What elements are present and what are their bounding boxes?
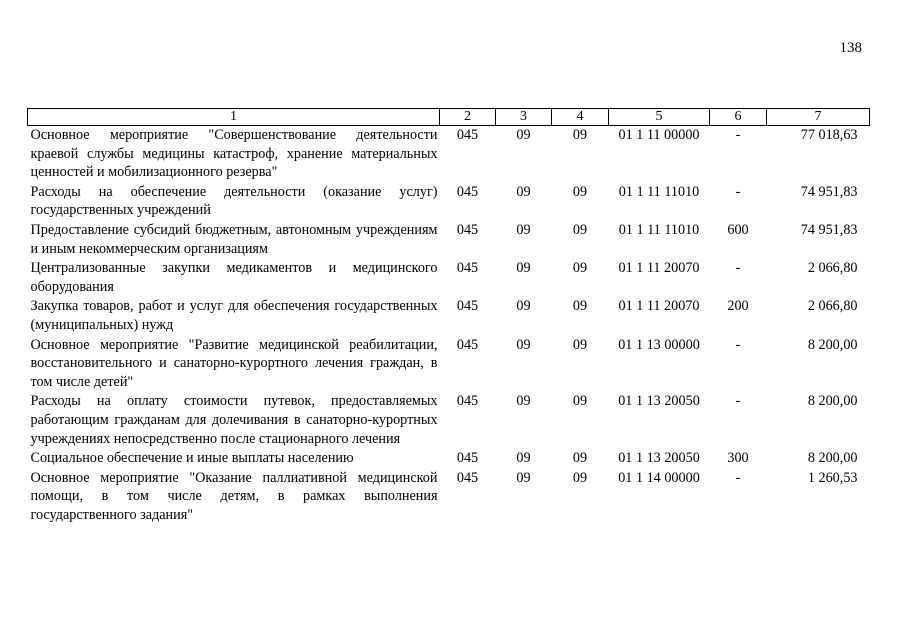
column-header: 3 [496,109,552,126]
row-section-code: 09 [516,298,531,315]
row-subsection-code: 09 [572,183,588,200]
row-ministry-code: 045 [456,393,479,410]
column-header: 1 [28,109,440,126]
column-header: 7 [767,109,870,126]
row-subsection-code: 09 [572,127,588,143]
row-target-code: 01 1 11 00000 [618,127,700,143]
row-name: Социальное обеспечение и иные выплаты населению [30,450,354,467]
budget-table [27,108,870,525]
row-section-code: 09 [516,469,531,486]
row-name: Расходы на оплату стоимости путевок, предоставляемых работающим гражданам для долечивания в санаторно-курортных учреждениях непосредственно после стационарного лечения [30,393,438,447]
row-expense-type: - [735,393,741,410]
row-section-code: 09 [516,393,531,410]
row-amount: 8 200,00 [807,336,858,353]
row-amount: 2 066,80 [807,260,858,277]
row-ministry-code: 045 [456,450,479,467]
row-expense-type: - [735,469,741,486]
row-amount: 8 200,00 [807,393,858,410]
row-subsection-code: 09 [572,393,588,410]
row-target-code: 01 1 13 20050 [618,393,700,410]
row-target-code: 01 1 11 20070 [618,298,700,315]
row-name: Предоставление субсидий бюджетным, автономным учреждениям и иным некоммерческим организациям [30,221,438,257]
row-section-code: 09 [516,450,531,467]
row-name: Расходы на обеспечение деятельности (оказание услуг) государственных учреждений [30,183,438,219]
row-expense-type: - [735,183,741,200]
row-name: Основное мероприятие "Совершенствование деятельности краевой службы медицины катастроф, хранение материальных ценностей и мобилизационного резерва" [30,127,438,181]
table-row [28,126,870,183]
row-section-code: 09 [516,183,531,200]
row-ministry-code: 045 [456,260,479,277]
row-subsection-code: 09 [572,298,588,315]
row-target-code: 01 1 14 00000 [618,469,700,486]
row-section-code: 09 [516,127,531,143]
row-expense-type: 600 [727,221,749,238]
row-target-code: 01 1 13 20050 [618,450,700,467]
row-amount: 2 066,80 [807,298,858,315]
row-expense-type: 300 [727,450,749,467]
row-section-code: 09 [516,336,531,353]
row-target-code: 01 1 11 11010 [618,183,700,200]
row-expense-type: - [735,336,741,353]
table-row [28,392,870,449]
row-section-code: 09 [516,221,531,238]
row-subsection-code: 09 [572,469,588,486]
row-subsection-code: 09 [572,260,588,277]
row-subsection-code: 09 [572,221,588,238]
table-row [28,336,870,393]
row-ministry-code: 045 [456,298,479,315]
column-header: 6 [710,109,767,126]
row-ministry-code: 045 [456,221,479,238]
row-expense-type: - [735,127,741,143]
row-expense-type: - [735,260,741,277]
row-target-code: 01 1 11 11010 [618,221,700,238]
table-row [28,449,870,469]
row-ministry-code: 045 [456,336,479,353]
row-name: Основное мероприятие "Оказание паллиативной медицинской помощи, в том числе детям, в рамках выполнения государственного задания" [30,469,438,523]
row-subsection-code: 09 [572,336,588,353]
table-row [28,297,870,335]
row-amount: 1 260,53 [807,469,858,486]
row-amount: 74 951,83 [800,183,858,200]
row-name: Основное мероприятие "Развитие медицинской реабилитации, восстановительного и санаторно-курортного лечения граждан, в том числе детей" [30,336,438,390]
table-row [28,221,870,259]
table-row [28,183,870,221]
header-row [28,109,870,126]
row-name: Централизованные закупки медикаментов и медицинского оборудования [30,260,438,295]
column-header: 5 [609,109,710,126]
row-target-code: 01 1 13 00000 [618,336,700,353]
row-ministry-code: 045 [456,183,479,200]
row-subsection-code: 09 [572,450,588,467]
row-amount: 8 200,00 [807,450,858,467]
row-name: Закупка товаров, работ и услуг для обеспечения государственных (муниципальных) нужд [30,298,438,333]
row-expense-type: 200 [727,298,749,315]
column-header: 4 [552,109,609,126]
table-row [28,259,870,297]
row-ministry-code: 045 [456,469,479,486]
row-amount: 77 018,63 [800,127,858,143]
row-section-code: 09 [516,260,531,277]
row-target-code: 01 1 11 20070 [618,260,700,277]
page-number: 138 [839,40,862,56]
row-ministry-code: 045 [456,127,479,143]
row-amount: 74 951,83 [800,221,858,238]
column-header: 2 [440,109,496,126]
table-row [28,469,870,526]
